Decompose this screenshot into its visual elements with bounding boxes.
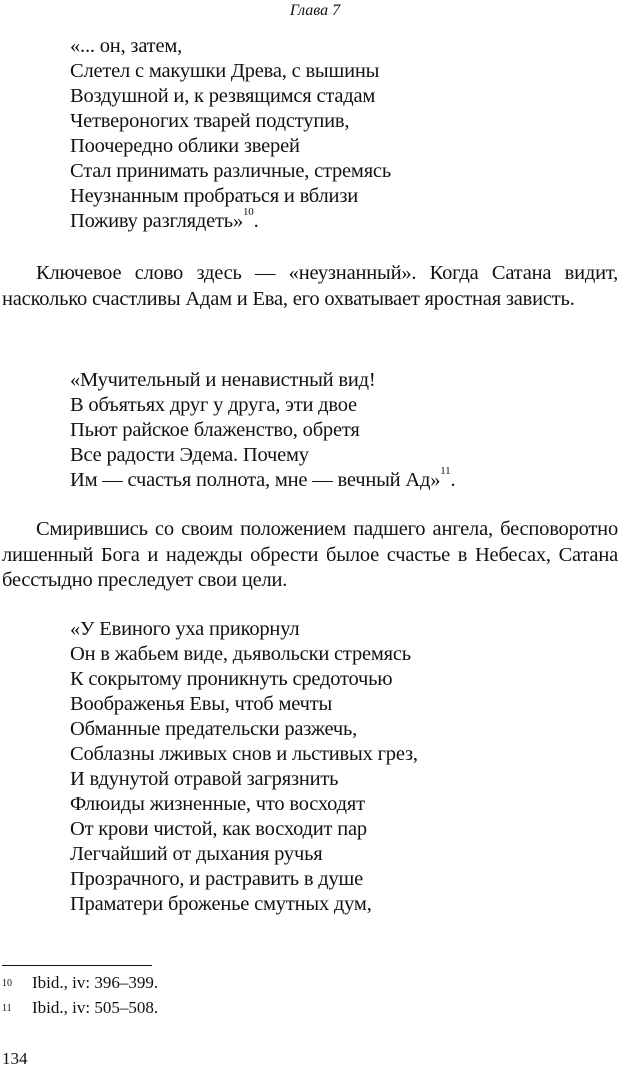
verse-line: Четвероногих тварей подступив, [70,110,350,132]
verse-line: Все радости Эдема. Почему [70,444,309,466]
paragraph-text: Ключевое слово здесь — «неузнанный». Когда Сатана видит, насколько счастливы Адам и Ева, его охватывает яростная зависть. [2,262,618,310]
footnote-number: 10 [2,978,12,989]
verse-line: Стал принимать различные, стремясь [70,160,391,182]
punctuation: . [450,469,456,491]
verse-line: Слетел с макушки Древа, с вышины [70,60,380,82]
footnote-text: Ibid., iv: 396–399. [32,973,159,992]
verse-line: Он в жабьем виде, дьявольски стремясь [70,643,411,665]
paragraph-2 [2,517,618,594]
verse-line-last [70,465,456,493]
verse-quote-3 [70,617,418,917]
footnote-divider [2,965,152,966]
running-head: Глава 7 [289,2,341,19]
footnote-11 [2,997,158,1018]
page-number: 134 [2,1049,28,1068]
verse-line: Соблазны лживых снов и льстивых грез, [70,743,418,765]
verse-line-text: Поживу разглядеть» [70,210,243,232]
verse-line: Воображенья Евы, чтоб мечты [70,693,333,715]
verse-line: Легчайший от дыхания ручья [70,843,323,865]
verse-line-text: Им — счастья полнота, мне — вечный Ад» [70,469,441,491]
footnote-reference[interactable]: 10 [243,206,254,218]
verse-line: «... он, затем, [70,35,183,57]
verse-line: «У Евиного уха прикорнул [70,618,300,640]
verse-line: Флюиды жизненные, что восходят [70,793,365,815]
verse-line: К сокрытому проникнуть средоточью [70,668,393,690]
verse-line: Неузнанным пробраться и вблизи [70,185,358,207]
footnote-text: Ibid., iv: 505–508. [32,998,159,1017]
footnote-number: 11 [2,1003,12,1014]
verse-line: И вдунутой отравой загрязнить [70,768,339,790]
paragraph-1 [2,261,618,312]
verse-line: В объятьях друг у друга, эти двое [70,394,357,416]
paragraph-text: Смирившись со своим положением падшего ангела, бесповоротно лишенный Бога и надежды обрести былое счастье в Небесах, Сатана бесстыдно преследует свои цели. [2,518,618,591]
verse-line: «Мучительный и ненавистный вид! [70,369,376,391]
verse-line-last [70,206,391,234]
verse-line: Пьют райское блаженство, обретя [70,419,360,441]
verse-quote-2 [70,368,455,493]
footnote-reference[interactable]: 11 [440,465,451,477]
verse-line: Праматери броженье смутных дум, [70,893,372,915]
punctuation: . [253,210,259,232]
verse-quote-1 [70,34,391,234]
footnote-10 [2,972,158,993]
verse-line: Поочередно облики зверей [70,135,300,157]
verse-line: Прозрачного, и растравить в душе [70,868,364,890]
verse-line: От крови чистой, как восходит пар [70,818,367,840]
verse-line: Обманные предательски разжечь, [70,718,358,740]
verse-line: Воздушной и, к резвящимся стадам [70,85,376,107]
